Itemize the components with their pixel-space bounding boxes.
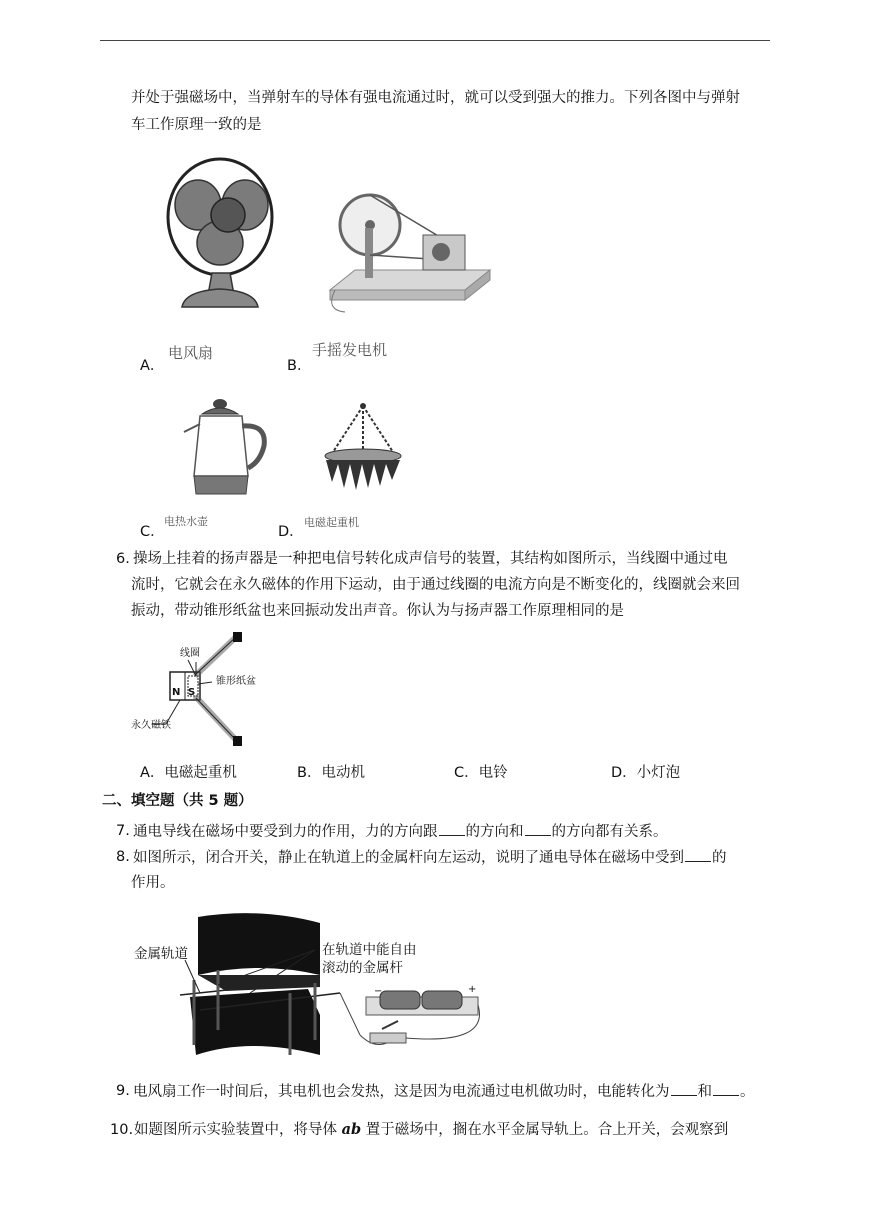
q6-option-d-text: 小灯泡 — [636, 765, 681, 781]
q6-option-b-letter: B． — [297, 765, 322, 781]
q6-option-a-text: 电磁起重机 — [164, 765, 237, 781]
q9-part2: 和 — [697, 1084, 712, 1100]
q10-number: 10. — [110, 1122, 134, 1138]
q10-text — [134, 1120, 728, 1140]
option-d-letter[interactable]: D． — [278, 524, 304, 540]
q6-option-c-text: 电铃 — [478, 765, 508, 781]
q6-option-d[interactable] — [611, 763, 680, 783]
section-title-fill-blank: 二、填空题（共 5 题） — [102, 793, 253, 809]
q6-text-line2: 流时，它就会在永久磁体的作用下运动，由于通过线圈的电流方向是不断变化的，线圈就会来回 — [131, 577, 740, 593]
q8-number: 8. — [116, 849, 130, 865]
label-n-pole: N — [172, 687, 181, 698]
caption-electric-kettle: 电热水壶 — [164, 515, 208, 528]
option-c-letter[interactable]: C． — [140, 524, 165, 540]
q10-part2: 置于磁场中，搁在水平金属导轨上。合上开关，会观察到 — [365, 1122, 729, 1138]
q6-text-line1: 操场上挂着的扬声器是一种把电信号转化成声信号的装置，其结构如图所示，当线圈中通过电 — [133, 551, 728, 567]
label-battery-minus: − — [374, 986, 383, 997]
label-metal-rail: 金属轨道 — [134, 946, 188, 962]
caption-electromagnetic-crane: 电磁起重机 — [304, 516, 359, 529]
q6-option-c-letter: C． — [454, 765, 479, 781]
option-a-letter[interactable]: A． — [140, 358, 165, 374]
q5-text-line1: 并处于强磁场中，当弹射车的导体有强电流通过时，就可以受到强大的推力。下列各图中与弹射 — [131, 90, 740, 106]
q6-option-c[interactable] — [454, 763, 508, 783]
caption-electric-fan: 电风扇 — [168, 344, 214, 362]
electromagnetic-crane-image — [318, 400, 408, 505]
q9-number: 9. — [116, 1083, 130, 1099]
label-s-pole: S — [188, 687, 196, 698]
q8-text-line2: 作用。 — [131, 875, 175, 891]
q6-option-b-text: 电动机 — [321, 765, 365, 781]
q6-option-a[interactable] — [140, 763, 237, 783]
q7-part1: 通电导线在磁场中要受到力的作用，力的方向跟 — [133, 824, 438, 840]
label-battery-plus: + — [468, 984, 477, 995]
q6-option-b[interactable] — [297, 763, 365, 783]
q6-text-line3: 振动，带动锥形纸盆也来回振动发出声音。你认为与扬声器工作原理相同的是 — [131, 603, 624, 619]
q9-text — [133, 1081, 755, 1102]
q7-part3: 的方向都有关系。 — [551, 824, 668, 840]
label-rod-line1: 在轨道中能自由 — [322, 942, 417, 958]
q10-part1: 如题图所示实验装置中，将导体 — [134, 1122, 337, 1138]
electric-kettle-image — [182, 396, 272, 501]
q9-part3: 。 — [740, 1084, 755, 1100]
q7-text — [133, 821, 668, 842]
rail-experiment-diagram — [130, 905, 490, 1065]
label-cone: 锥形纸盆 — [216, 676, 256, 687]
q8-part2: 的 — [712, 850, 727, 866]
q5-text-line2: 车工作原理一致的是 — [131, 117, 262, 133]
q7-part2: 的方向和 — [465, 824, 524, 840]
speaker-diagram — [130, 632, 270, 754]
q10-conductor-ab: ab — [341, 1121, 362, 1138]
label-permanent-magnet: 永久磁铁 — [131, 720, 171, 731]
header-rule — [100, 40, 770, 41]
option-b-letter[interactable]: B． — [287, 358, 312, 374]
q8-part1: 如图所示，闭合开关，静止在轨道上的金属杆向左运动，说明了通电导体在磁场中受到 — [133, 850, 684, 866]
label-rod-line2: 滚动的金属杆 — [322, 960, 403, 976]
label-coil: 线圈 — [180, 648, 200, 659]
q7-blank-2[interactable] — [525, 821, 551, 836]
q7-number: 7. — [116, 823, 130, 839]
electric-fan-image — [160, 155, 280, 315]
q9-part1: 电风扇工作一时间后，其电机也会发热，这是因为电流通过电机做功时，电能转化为 — [133, 1084, 670, 1100]
q8-blank-1[interactable] — [685, 847, 711, 862]
q8-text-line1 — [133, 847, 727, 868]
q6-number: 6. — [116, 551, 130, 567]
q9-blank-2[interactable] — [713, 1081, 739, 1096]
q6-option-d-letter: D． — [611, 765, 637, 781]
q7-blank-1[interactable] — [439, 821, 465, 836]
q6-option-a-letter: A． — [140, 765, 165, 781]
hand-generator-image — [315, 190, 495, 320]
caption-hand-generator: 手摇发电机 — [312, 341, 388, 359]
q9-blank-1[interactable] — [671, 1081, 697, 1096]
